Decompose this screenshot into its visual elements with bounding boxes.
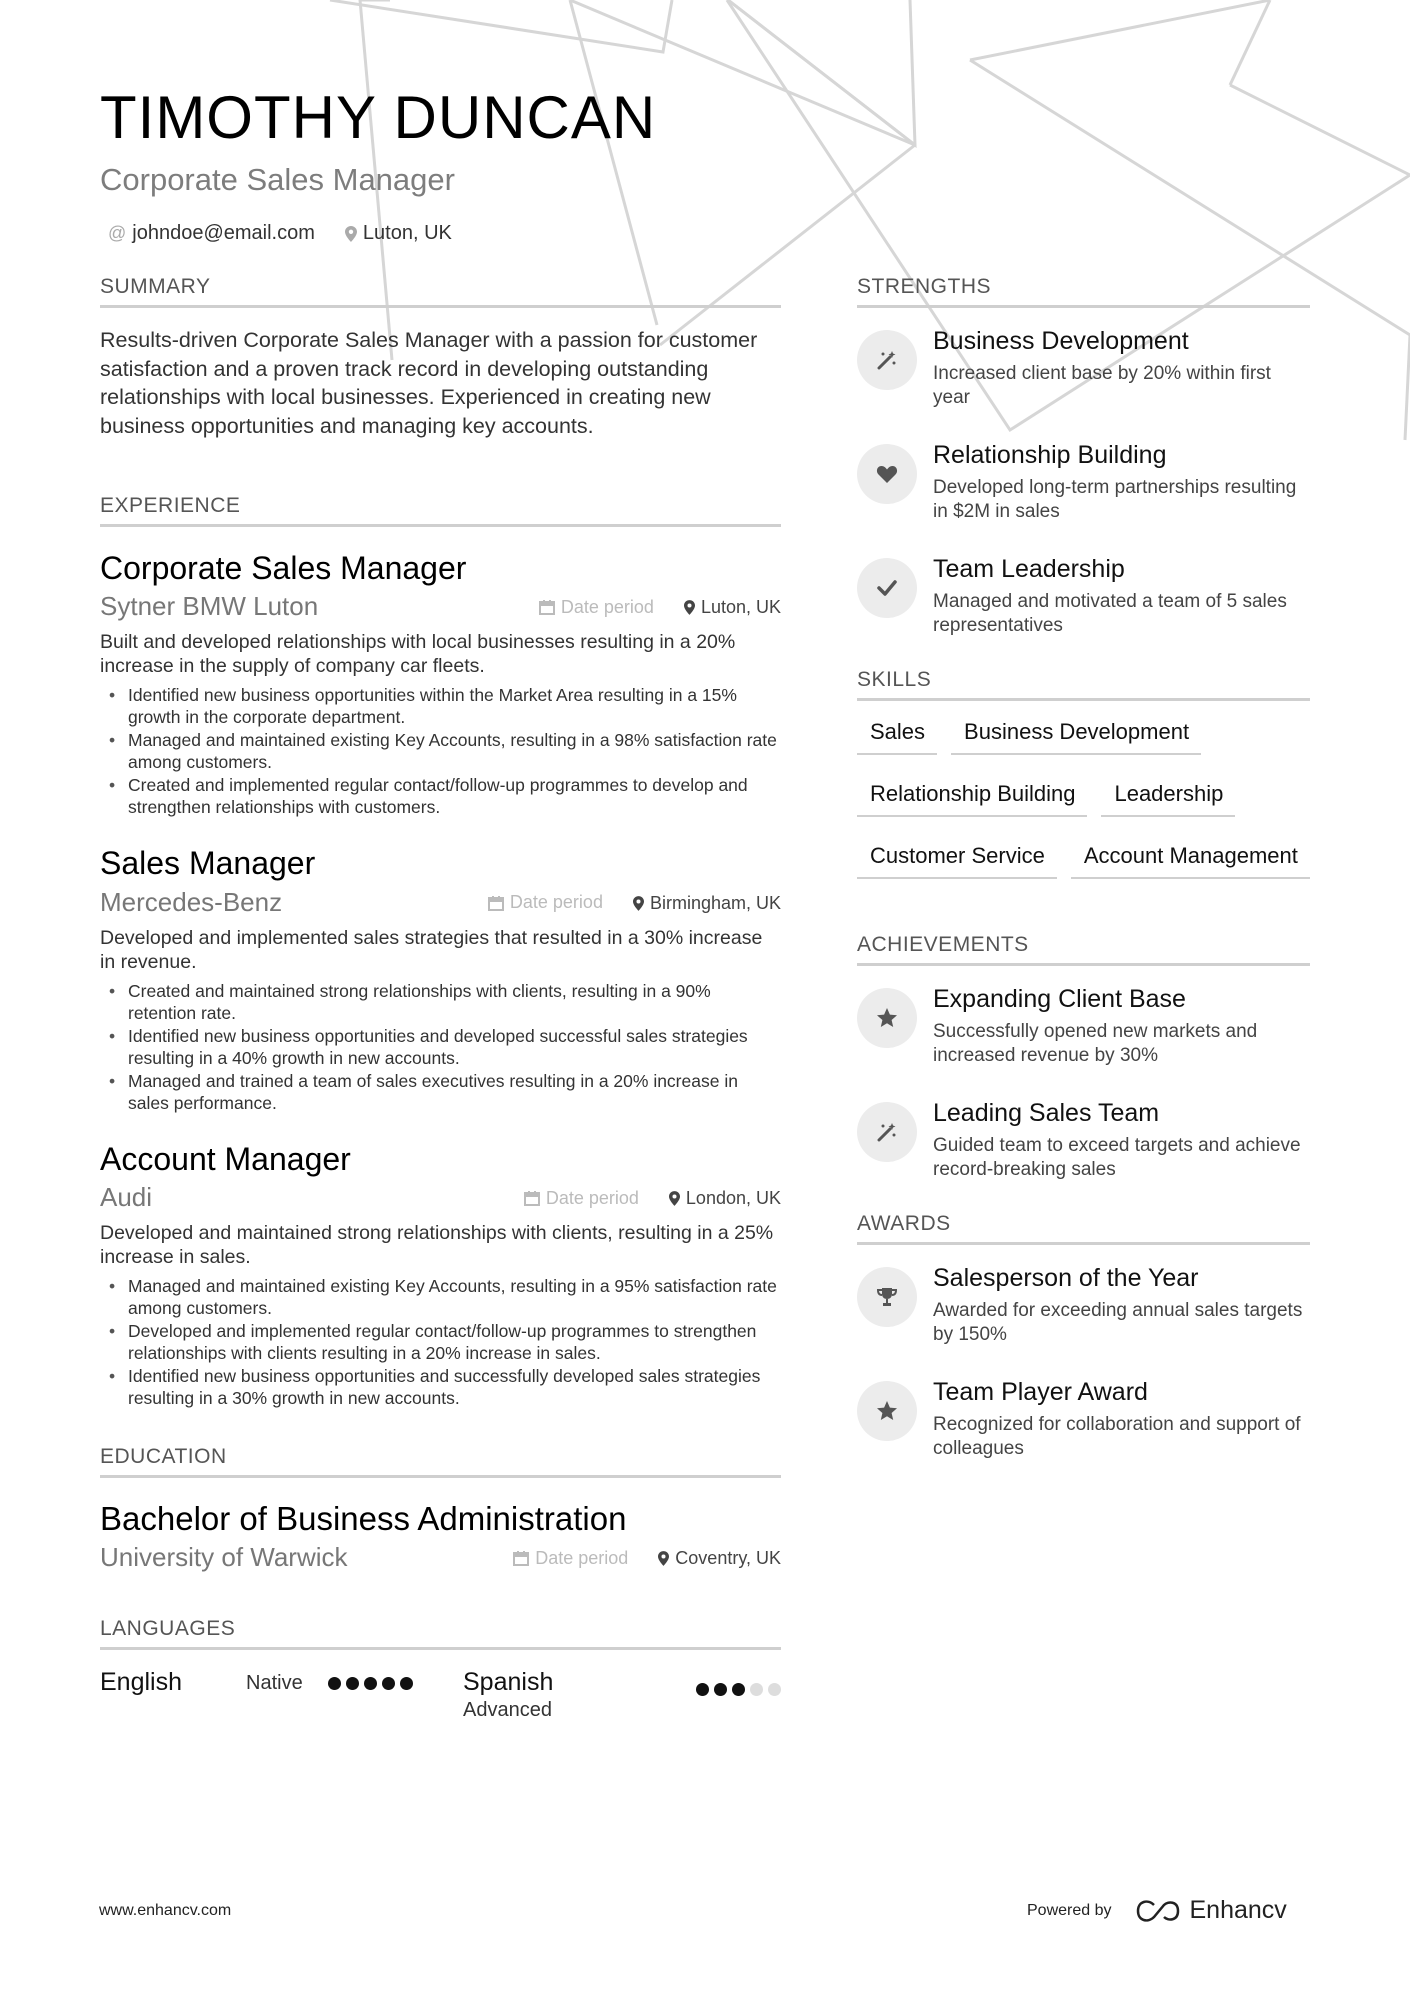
education-date-text: Date period: [535, 1547, 629, 1568]
proficiency-dots: [328, 1677, 413, 1690]
award-item-text: [933, 1377, 1310, 1461]
proficiency-dot: [364, 1677, 377, 1690]
achievement-item: [857, 984, 1310, 1068]
summary-heading: SUMMARY: [100, 275, 781, 308]
language-level: Native: [246, 1672, 303, 1695]
star-icon: [857, 988, 917, 1048]
company-name: Sytner BMW Luton: [100, 591, 319, 622]
degree: Bachelor of Business Administration: [100, 1500, 627, 1538]
email-contact[interactable]: [108, 222, 315, 245]
magic-wand-icon: [857, 330, 917, 390]
right-column: [857, 275, 1310, 1491]
proficiency-dot: [732, 1683, 745, 1696]
achievement-item-title: Leading Sales Team: [933, 1099, 1160, 1127]
award-item-description: Recognized for collaboration and support of colleagues: [933, 1414, 1301, 1459]
job-date: [524, 1188, 639, 1209]
bullet-item: • Created and implemented regular contact/follow-up programmes to develop and strengthen relationships with customers.: [100, 774, 781, 818]
strength-item-text: [933, 554, 1310, 638]
bullet-item: • Identified new business opportunities and successfully developed sales strategies resulting in a 30% growth in new accounts.: [100, 1365, 781, 1409]
star-icon: [857, 1381, 917, 1441]
job-title: Corporate Sales Manager: [100, 550, 467, 586]
school: University of Warwick: [100, 1542, 348, 1573]
proficiency-dot: [346, 1677, 359, 1690]
footer-website[interactable]: www.enhancv.com: [99, 1902, 232, 1919]
proficiency-dot: [400, 1677, 413, 1690]
bullet-item: • Developed and implemented regular contact/follow-up programmes to strengthen relationships with clients resulting in a 20% increase in sales.: [100, 1320, 781, 1364]
calendar-icon: [539, 599, 555, 615]
strength-item-text: [933, 440, 1310, 524]
award-item: [857, 1263, 1310, 1347]
education-date: [513, 1548, 628, 1569]
strength-item-description: Developed long-term partnerships resulting in $2M in sales: [933, 477, 1297, 522]
achievements-heading: ACHIEVEMENTS: [857, 933, 1310, 966]
heart-icon: [857, 444, 917, 504]
strength-item-description: Increased client base by 20% within first year: [933, 363, 1271, 408]
language-name: Spanish: [463, 1668, 554, 1697]
award-item: [857, 1377, 1310, 1461]
strength-item: [857, 554, 1310, 638]
candidate-title: Corporate Sales Manager: [100, 162, 455, 197]
experience-entry: [100, 549, 781, 818]
skills-heading: SKILLS: [857, 668, 1310, 701]
strengths-list: [857, 326, 1310, 638]
proficiency-dot: [714, 1683, 727, 1696]
location-text: Luton, UK: [362, 222, 452, 244]
experience-list: [100, 549, 781, 1409]
bullet-item: • Identified new business opportunities and developed successful sales strategies resulting in a 40% growth in new accounts.: [100, 1025, 781, 1069]
proficiency-dot: [750, 1683, 763, 1696]
strength-item-title: Business Development: [933, 327, 1189, 355]
skill-tag: Sales: [857, 715, 937, 755]
languages-heading: LANGUAGES: [100, 1617, 781, 1650]
achievement-item-description: Successfully opened new markets and increased revenue by 30%: [933, 1021, 1258, 1066]
job-description: Developed and maintained strong relationships with clients, resulting in a 25% increase in sales.: [100, 1222, 774, 1269]
bullet-item: • Managed and maintained existing Key Accounts, resulting in a 95% satisfaction rate among customers.: [100, 1275, 781, 1319]
strengths-heading: STRENGTHS: [857, 275, 1310, 308]
footer-branding: [1027, 1896, 1287, 1925]
job-location-text: Luton, UK: [700, 597, 781, 618]
achievement-item-description: Guided team to exceed targets and achieve record-breaking sales: [933, 1135, 1301, 1180]
skill-tag: Relationship Building: [857, 777, 1087, 817]
experience-entry: [100, 1140, 781, 1409]
proficiency-dots: [696, 1683, 781, 1696]
job-date-text: Date period: [560, 596, 654, 617]
language-name: English: [100, 1668, 182, 1697]
award-item-description: Awarded for exceeding annual sales targets by 150%: [933, 1300, 1303, 1345]
education-location: [658, 1548, 781, 1569]
resume-page: [100, 80, 1310, 1722]
skill-tag: Business Development: [951, 715, 1201, 755]
calendar-icon: [513, 1550, 529, 1566]
skill-tag: Account Management: [1071, 839, 1310, 879]
proficiency-dot: [382, 1677, 395, 1690]
job-description: Developed and implemented sales strategies that resulted in a 30% increase in revenue.: [100, 926, 763, 973]
bullet-item: • Identified new business opportunities within the Market Area resulting in a 15% growth in the corporate department.: [100, 684, 781, 728]
job-location: [684, 597, 781, 618]
achievement-item-text: [933, 1098, 1310, 1182]
languages-list: [100, 1668, 781, 1722]
left-column: [100, 275, 781, 1722]
experience-heading: EXPERIENCE: [100, 494, 781, 527]
location-pin-icon: [684, 600, 695, 615]
job-title: Sales Manager: [100, 845, 316, 882]
at-icon: @: [108, 223, 127, 243]
achievement-item-text: [933, 984, 1310, 1068]
language-entry: [463, 1668, 781, 1722]
proficiency-dot: [768, 1683, 781, 1696]
strength-item: [857, 440, 1310, 524]
candidate-name: TIMOTHY DUNCAN: [100, 84, 657, 151]
skill-tag: Customer Service: [857, 839, 1057, 879]
company-name: Audi: [100, 1182, 153, 1213]
job-date: [539, 597, 654, 618]
award-item-title: Salesperson of the Year: [933, 1264, 1199, 1292]
skills-list: [857, 715, 1310, 879]
email-text: johndoe@email.com: [132, 222, 315, 244]
job-date-text: Date period: [509, 892, 603, 913]
powered-by-text: Powered by: [1027, 1901, 1112, 1919]
language-text: [463, 1668, 696, 1722]
location-pin-icon: [658, 1551, 669, 1566]
check-icon: [857, 558, 917, 618]
achievement-item: [857, 1098, 1310, 1182]
contact-info: [100, 222, 1310, 245]
proficiency-dot: [328, 1677, 341, 1690]
award-item-text: [933, 1263, 1310, 1347]
summary-text: Results-driven Corporate Sales Manager with a passion for customer satisfaction and a proven track record in developing outstanding relationships with local businesses. Experienced in creating new business opportunities and managing key accounts.: [100, 328, 758, 438]
brand-name: Enhancv: [1189, 1896, 1287, 1924]
job-meta: [100, 1182, 781, 1213]
education-heading: EDUCATION: [100, 1445, 781, 1478]
strength-item-title: Relationship Building: [933, 441, 1167, 469]
job-bullets: [100, 980, 781, 1114]
strength-item-text: [933, 326, 1310, 410]
job-bullets: [100, 684, 781, 818]
skill-tag: Leadership: [1101, 777, 1235, 817]
job-location-text: London, UK: [685, 1188, 781, 1209]
job-date-text: Date period: [545, 1187, 639, 1208]
award-item-title: Team Player Award: [933, 1378, 1148, 1406]
trophy-icon: [857, 1267, 917, 1327]
education-entry: [100, 1500, 781, 1573]
brand-logo[interactable]: [1134, 1896, 1287, 1925]
language-level: Advanced: [463, 1699, 552, 1722]
awards-heading: AWARDS: [857, 1212, 1310, 1245]
job-meta: [100, 591, 781, 622]
job-meta: [100, 887, 781, 918]
job-title: Account Manager: [100, 1140, 351, 1177]
company-name: Mercedes-Benz: [100, 886, 283, 917]
achievements-list: [857, 984, 1310, 1182]
job-description: Built and developed relationships with local businesses resulting in a 20% increase in the supply of company car fleets.: [100, 631, 736, 678]
awards-list: [857, 1263, 1310, 1461]
bullet-item: • Managed and trained a team of sales executives resulting in a 20% increase in sales performance.: [100, 1070, 781, 1114]
location-pin-icon: [633, 896, 644, 911]
location-pin-icon: [345, 226, 357, 242]
education-location-text: Coventry, UK: [675, 1548, 781, 1569]
strength-item: [857, 326, 1310, 410]
job-date: [488, 892, 603, 913]
job-location: [633, 893, 781, 914]
bullet-item: • Created and maintained strong relationships with clients, resulting in a 90% retention rate.: [100, 980, 781, 1024]
job-location: [669, 1188, 781, 1209]
job-location-text: Birmingham, UK: [649, 892, 781, 913]
proficiency-dot: [696, 1683, 709, 1696]
language-entry: [100, 1668, 463, 1722]
experience-entry: [100, 844, 781, 1113]
strength-item-description: Managed and motivated a team of 5 sales representatives: [933, 591, 1287, 636]
calendar-icon: [488, 895, 504, 911]
magic-wand-icon: [857, 1102, 917, 1162]
strength-item-title: Team Leadership: [933, 555, 1125, 583]
calendar-icon: [524, 1190, 540, 1206]
location-pin-icon: [669, 1191, 680, 1206]
job-bullets: [100, 1275, 781, 1409]
enhancv-logo-icon: [1134, 1899, 1182, 1923]
achievement-item-title: Expanding Client Base: [933, 985, 1186, 1013]
education-meta: [100, 1542, 781, 1573]
location-contact: [345, 222, 452, 245]
bullet-item: • Managed and maintained existing Key Accounts, resulting in a 98% satisfaction rate among customers.: [100, 729, 781, 773]
